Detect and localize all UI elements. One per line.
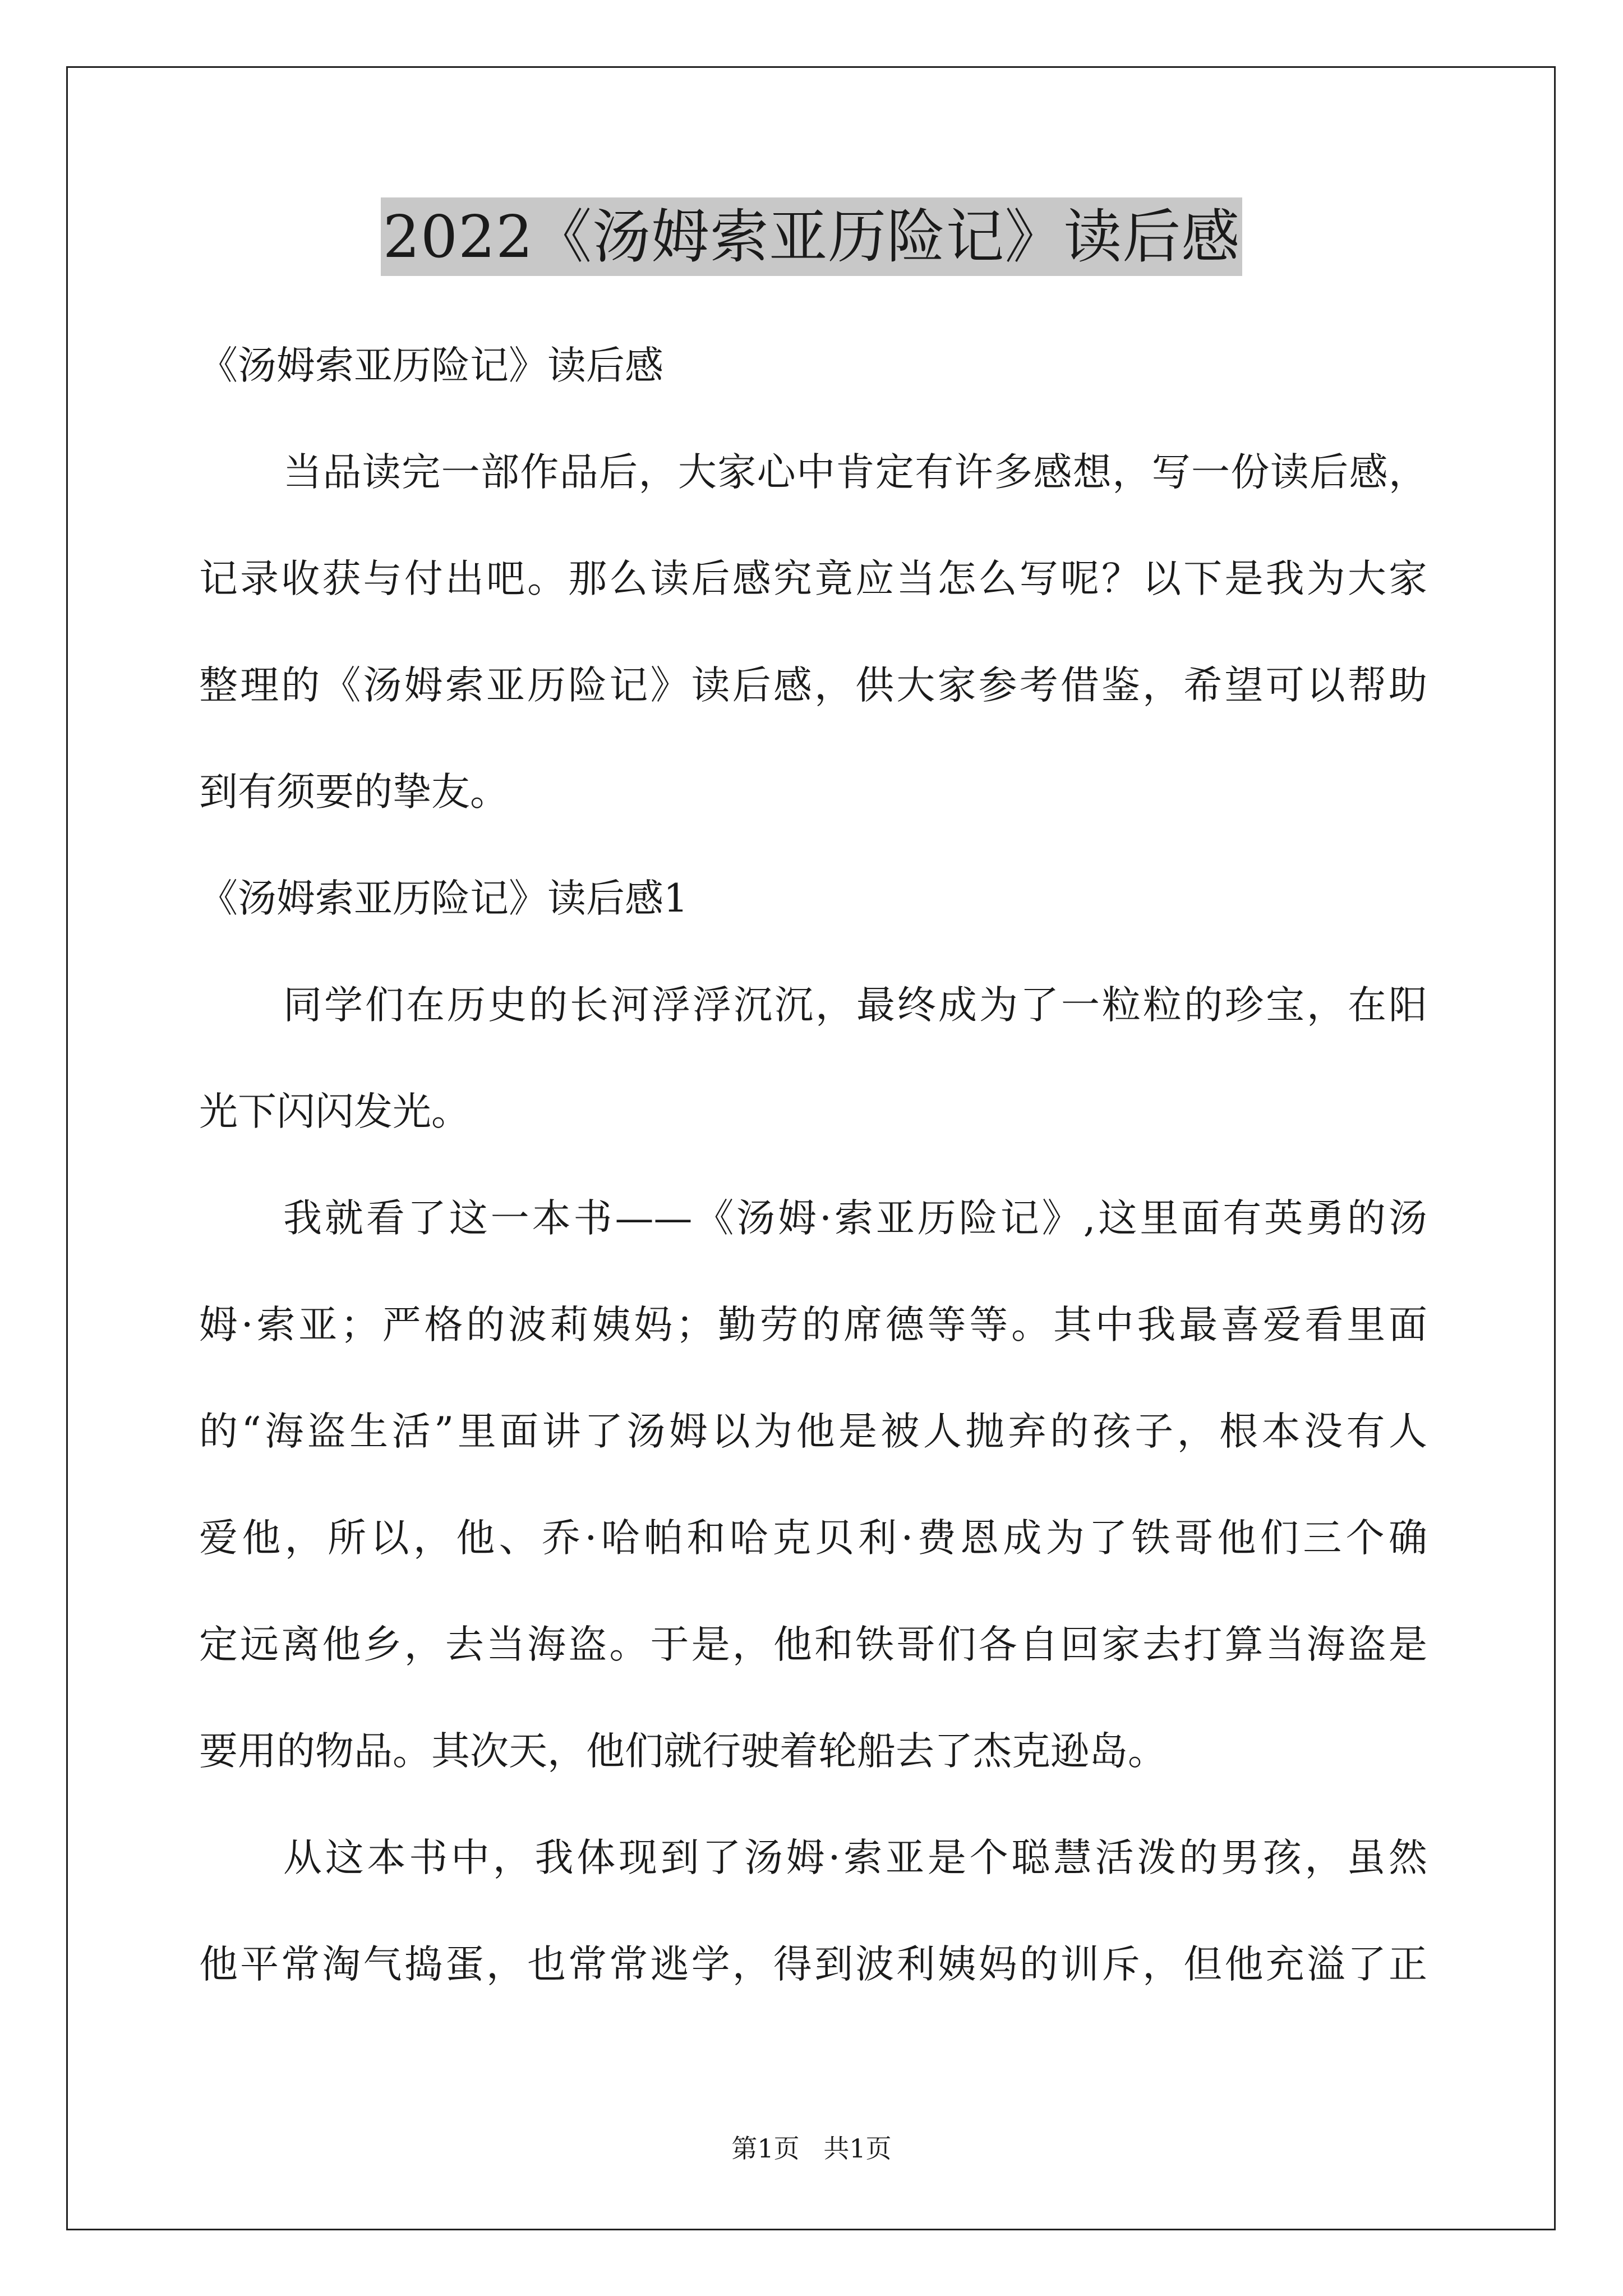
page-number: 第1页 [731, 2133, 800, 2164]
text-line: 当品读完一部作品后，大家心中肯定有许多感想，写一份读后感， [283, 450, 1427, 495]
document-body [199, 312, 1427, 2018]
text-line: 爱他，所以，他、乔·哈帕和哈克贝利·费恩成为了铁哥他们三个确 [199, 1516, 1427, 1561]
text-line: 到有须要的挚友。 [199, 770, 509, 815]
text-line: 要用的物品。其次天，他们就行驶着轮船去了杰克逊岛。 [199, 1729, 1166, 1774]
text-line: 姆·索亚；严格的波莉姨妈；勤劳的席德等等。其中我最喜爱看里面 [199, 1303, 1427, 1347]
section-heading: 《汤姆索亚历险记》读后感1 [199, 876, 688, 921]
text-line: 从这本书中，我体现到了汤姆·索亚是个聪慧活泼的男孩，虽然 [283, 1835, 1427, 1880]
title-container [0, 197, 1623, 276]
page-footer [0, 2132, 1623, 2165]
text-line: 整理的《汤姆索亚历险记》读后感，供大家参考借鉴，希望可以帮助 [199, 663, 1427, 708]
text-line: 的“海盗生活”里面讲了汤姆以为他是被人抛弃的孩子，根本没有人 [199, 1409, 1427, 1454]
page-total: 共1页 [823, 2133, 892, 2164]
text-line: 我就看了这一本书——《汤姆·索亚历险记》,这里面有英勇的汤 [283, 1196, 1427, 1241]
text-line: 记录收获与付出吧。那么读后感究竟应当怎么写呢？以下是我为大家 [199, 556, 1427, 601]
text-line: 定远离他乡，去当海盗。于是，他和铁哥们各自回家去打算当海盗是 [199, 1622, 1427, 1667]
document-title: 2022《汤姆索亚历险记》读后感 [381, 197, 1243, 276]
text-line: 《汤姆索亚历险记》读后感 [199, 343, 663, 388]
text-line: 他平常淘气捣蛋，也常常逃学，得到波利姨妈的训斥，但他充溢了正 [199, 1942, 1427, 1987]
text-line: 同学们在历史的长河浮浮沉沉，最终成为了一粒粒的珍宝，在阳 [283, 983, 1427, 1028]
text-line: 光下闪闪发光。 [199, 1089, 470, 1134]
